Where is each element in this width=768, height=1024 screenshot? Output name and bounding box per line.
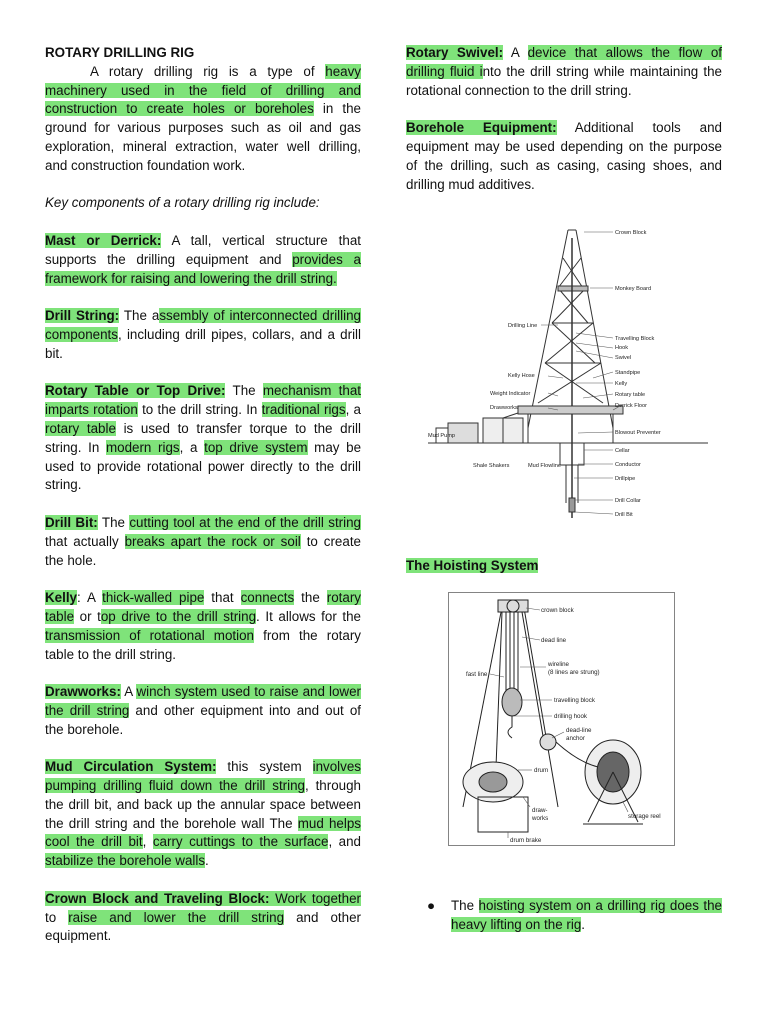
label-fast-line: fast line [466, 671, 488, 678]
rotary-table-paragraph: Rotary Table or Top Drive: The mechanism that imparts rotation to the drill string. In traditional rigs, a rotary table is used to transfer torque to the drill string. In modern rigs, a top drive system may be used to provide rotational power directly to the drill string. [45, 383, 362, 493]
label-wireline: wireline [548, 661, 569, 668]
rig-diagram [408, 218, 720, 532]
borehole-paragraph: Borehole Equipment: Additional tools and equipment may be used depending on the purpose of the drilling, such as casing, casing shoes, and drilling mud additives. [406, 120, 722, 192]
right-column [406, 44, 722, 194]
hoisting-bullet [427, 897, 722, 935]
label-travelling-block: travelling block [554, 697, 595, 704]
label-drum-brake: drum brake [510, 837, 542, 844]
label-drill-collar: Drill Collar [615, 498, 641, 504]
kelly-paragraph: Kelly: A thick-walled pipe that connects the rotary table or top drive to the drill string. It allows for the transmission of rotational motion from the rotary table to the drill string. [45, 590, 361, 662]
label-hook: Hook [615, 345, 629, 351]
label-dead-line-anchor-2: anchor [566, 735, 585, 742]
left-column [45, 44, 361, 946]
label-conductor: Conductor [615, 462, 641, 468]
label-derrick-floor: Derrick Floor [615, 403, 648, 409]
hoisting-diagram-svg [448, 592, 675, 846]
label-rotary-table: Rotary table [615, 392, 646, 398]
label-crown-block: Crown Block [615, 230, 647, 236]
label-drill-bit: Drill Bit [615, 512, 633, 518]
label-drillpipe: Drillpipe [615, 476, 636, 482]
mud-circulation-paragraph: Mud Circulation System: this system involves pumping drilling fluid down the drill string, through the drill bit, and back up the annular space between the drill string and the borehole wall The mud helps cool the drill bit, carry cuttings to the surface, and stabilize the borehole walls. [45, 759, 361, 869]
hoisting-heading: The Hoisting System [406, 558, 539, 573]
label-swivel: Swivel [615, 355, 632, 361]
label-mud-pump: Mud Pump [428, 433, 456, 439]
drawworks-paragraph: Drawworks: A winch system used to raise and lower the drill string and other equipment into and out of the borehole. [45, 684, 361, 737]
label-dead-line-anchor-1: dead-line [566, 727, 592, 734]
label-lines-strung: (8 lines are strung) [548, 669, 600, 676]
label-kelly-hose: Kelly Hose [508, 373, 535, 379]
bullet-icon: ● [427, 898, 436, 913]
drill-bit-paragraph: Drill Bit: The cutting tool at the end of the drill string that actually breaks apart the rock or soil to create the hole. [45, 514, 361, 568]
page-title: ROTARY DRILLING RIG [45, 45, 195, 60]
key-components-intro: Key components of a rotary drilling rig include: [45, 195, 320, 211]
label-storage-reel: storage reel [628, 813, 661, 820]
label-drum: drum [534, 767, 549, 774]
label-travelling-block: Travelling Block [615, 336, 655, 342]
label-monkey-board: Monkey Board [615, 286, 652, 292]
label-drilling-line: Drilling Line [508, 323, 538, 329]
label-blowout-preventer: Blowout Preventer [615, 430, 661, 436]
label-drawworks-2: works [532, 815, 549, 822]
label-dead-line: dead line [541, 637, 567, 644]
label-kelly: Kelly [615, 381, 628, 387]
label-drawworks: Drawworks [490, 405, 518, 411]
label-weight-indicator: Weight Indicator [490, 391, 531, 397]
rig-diagram-svg [408, 218, 720, 532]
label-drawworks-1: draw- [532, 807, 548, 814]
hoisting-diagram [448, 592, 675, 846]
swivel-paragraph: Rotary Swivel: A device that allows the flow of drilling fluid into the drill string while maintaining the rotational connection to the drill string. [406, 45, 722, 98]
label-cellar: Cellar [615, 448, 630, 454]
crown-block-paragraph: Crown Block and Traveling Block: Work together to raise and lower the drill string and other equipment. [45, 890, 361, 944]
label-standpipe: Standpipe [615, 370, 641, 376]
drill-string-paragraph: Drill String: The assembly of interconnected drilling components, including drill pipes, collars, and a drill bit. [45, 308, 361, 361]
intro-paragraph: A rotary drilling rig is a type of heavy machinery used in the field of drilling and construction to create holes or boreholes in the ground for various purposes such as oil and gas exploration, mineral extraction, water well drilling, and construction foundation work. [45, 63, 362, 173]
label-shale-shakers: Shale Shakers [473, 463, 510, 469]
label-crown-block: crown block [541, 607, 574, 614]
bullet-text: The hoisting system on a drilling rig does the heavy lifting on the rig. [451, 898, 722, 932]
label-mud-flowline: Mud Flowline [528, 463, 561, 469]
label-drilling-hook: drilling hook [554, 713, 588, 720]
mast-paragraph: Mast or Derrick: A tall, vertical structure that supports the drilling equipment and provides a framework for raising and lowering the drill string. [45, 232, 361, 286]
